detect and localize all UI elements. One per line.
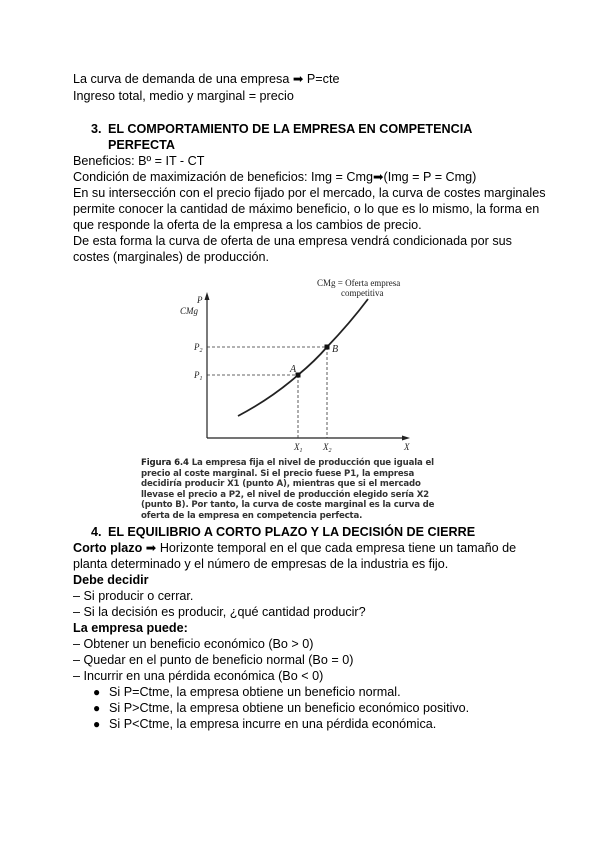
x2-tick-label: $X_2$ — [323, 442, 332, 454]
bullet-icon: ● — [93, 701, 101, 715]
cmg-curve — [238, 299, 368, 416]
short-run-label: Corto plazo — [73, 541, 143, 555]
profit-formula: Beneficios: Bº = IT - CT — [73, 154, 205, 168]
decide-item: – Si la decisión es producir, ¿qué cantidad producir? — [73, 605, 366, 619]
max-condition: Condición de maximización de beneficios: Img = Cmg➡(Img = P = Cmg) — [73, 170, 477, 184]
can-item: – Obtener un beneficio económico (Bo > 0) — [73, 637, 314, 651]
point-b-marker — [325, 345, 330, 350]
paragraph-line: costes (marginales) de producción. — [73, 250, 269, 264]
x-axis-label: X — [404, 442, 410, 452]
figure-number: Figura 6.4 — [141, 458, 189, 468]
y-axis-arrow-icon — [205, 292, 210, 300]
short-run-definition: Corto plazo ➡ Horizonte temporal en el que cada empresa tiene un tamaño de — [73, 541, 517, 555]
p1-tick-label: $P_1$ — [194, 370, 203, 382]
section-4-title: EL EQUILIBRIO A CORTO PLAZO Y LA DECISIÓN DE CIERRE — [108, 525, 476, 539]
supply-curve-figure — [160, 268, 440, 458]
paragraph-line: De esta forma la curva de oferta de una empresa vendrá condicionada por sus — [73, 234, 512, 248]
can-item: – Incurrir en una pérdida económica (Bo < 0) — [73, 669, 324, 683]
bullet-icon: ● — [93, 717, 101, 731]
paragraph-line: que responde la oferta de la empresa a los cambios de precio. — [73, 218, 422, 232]
section-4-number: 4. — [91, 525, 102, 539]
arrow-icon: ➡ — [145, 541, 157, 555]
can-item: – Quedar en el punto de beneficio normal (Bo = 0) — [73, 653, 354, 667]
must-decide-label: Debe decidir — [73, 573, 149, 587]
demand-curve-line: La curva de demanda de una empresa ➡ P=cte — [73, 72, 340, 86]
short-run-definition-cont: planta determinado y el número de empresas de la industria es fijo. — [73, 557, 449, 571]
x1-tick-label: $X_1$ — [294, 442, 303, 454]
figure-caption — [141, 458, 441, 522]
section-3-title-line1: EL COMPORTAMIENTO DE LA EMPRESA EN COMPETENCIA — [108, 122, 473, 136]
bullet-icon: ● — [93, 685, 101, 699]
y-axis-label-p: P — [197, 295, 203, 305]
can-label: La empresa puede: — [73, 621, 188, 635]
p2-tick-label: $P_2$ — [194, 342, 203, 354]
income-line: Ingreso total, medio y marginal = precio — [73, 89, 294, 103]
decide-item: – Si producir o cerrar. — [73, 589, 194, 603]
bullet-item: Si P>Ctme, la empresa obtiene un beneficio económico positivo. — [109, 701, 470, 715]
point-b-label: B — [332, 344, 339, 355]
curve-label-line2: competitiva — [341, 288, 384, 298]
x-axis-arrow-icon — [402, 436, 410, 441]
bullet-item: Si P<Ctme, la empresa incurre en una pérdida económica. — [109, 717, 437, 731]
point-a-label: A — [290, 364, 297, 375]
curve-label-line1: CMg = Oferta empresa — [317, 278, 401, 288]
paragraph-line: En su intersección con el precio fijado por el mercado, la curva de costes marginales — [73, 186, 546, 200]
paragraph-line: permite conocer la cantidad de máximo beneficio, o lo que es lo mismo, la forma en — [73, 202, 540, 216]
figure-caption-text: La empresa fija el nivel de producción que iguala el precio al coste marginal. Si el precio fuese P1, la empresa decidiría producir X1 (punto A), mientras que si el mercado llevase el precio a P2, el nivel de producción elegido sería X2 (punto B). Por tanto, la curva de coste marginal es la curva de oferta de la empresa en competencia perfecta. — [141, 458, 435, 521]
section-3-title-line2: PERFECTA — [108, 138, 175, 152]
point-a-marker — [296, 373, 301, 378]
bullet-item: Si P=Ctme, la empresa obtiene un beneficio normal. — [109, 685, 401, 699]
y-axis-label-cmg: CMg — [180, 306, 198, 316]
section-3-number: 3. — [91, 122, 102, 136]
